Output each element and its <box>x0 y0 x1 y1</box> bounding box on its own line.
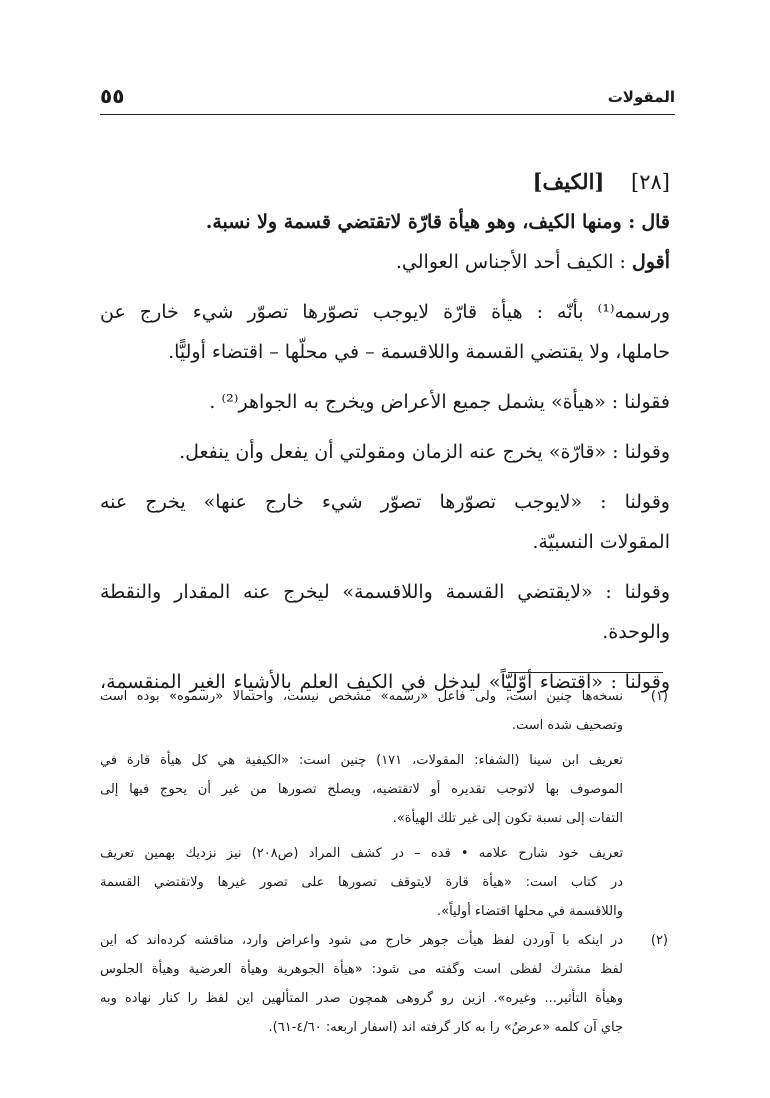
paragraph-text: : الكيف أحد الأجناس العوالي. <box>395 251 626 273</box>
text-line: وقولنا : «قارّة» يخرج عنه الزمان ومقولتي أن يفعل وأن ينفعل. <box>179 441 670 463</box>
footnote-line: وتصحيف شده است. <box>511 718 623 733</box>
text-line: وقولنا : «اقتضاء أوّليّاً» ليدخل في الكيف العلم بالأشياء الغير المنقسمة، <box>100 671 670 693</box>
footnote-line: تعريف خود شارح علامه • قده – در كشف المراد (ص٢٠٨) نيز نزديك بهمين تعريف <box>100 846 623 861</box>
page-number: ٥٥ <box>100 84 125 108</box>
paragraph-lead: أقول <box>632 251 670 273</box>
footnote-line <box>100 682 668 711</box>
footnote-marker: (٢) <box>650 933 668 948</box>
header-rule <box>100 114 675 115</box>
footnote-line <box>100 926 668 955</box>
footnote-line: الموصوف بها لاتوجب تقديره أو لاتقتضيه، ويصلح تصورها من غير أن يحوج فيها إلى <box>100 782 623 797</box>
text-line: المقولات النسبيّة. <box>532 531 670 553</box>
footnote-line: وهيأة التأثير... وغيره». ازين رو گروهى همچون صدر المتألهين اين لفظ را كنار نهاده وبه <box>100 991 623 1006</box>
footnote-text: نسخه‌ها چنين است، ولى فاعل «رسمه» مشخص نيست، واحتمالا «رسموه» بوده است <box>100 689 623 704</box>
paragraph-lead: قال <box>641 211 670 233</box>
footnote-line: جاي آن كلمه «عرضٌ» را به كار گرفته اند (اسفار اربعه: ٤/٦٠-٦١). <box>268 1020 623 1035</box>
footnote-line: التفات إلى نسبة تكون إلى غير تلك الهيأة». <box>392 811 623 826</box>
footnote-text: در اينكه با آوردن لفظ هيأت جوهر خارج مى شود واعراض وارد، مناقشه كرده‌اند كه اين <box>100 933 623 948</box>
paragraph-commentary <box>100 242 670 282</box>
section-heading <box>100 162 670 202</box>
footnote-line: لفظ مشترك لفظى است وگفته مى شود: «هيأة الجوهرية وهيأة العرضية وهيأة الجلوس <box>100 962 623 977</box>
footnotes <box>100 682 668 1042</box>
text-line: ورسمه⁽¹⁾ بأنّه : هيأة قارّة لايوجب تصوّرها تصوّر شيء خارج عن <box>100 301 670 323</box>
text-line: والوحدة. <box>602 621 670 643</box>
text-line: فقولنا : «هيأة» يشمل جميع الأعراض ويخرج به الجواهر⁽²⁾ . <box>209 391 670 413</box>
paragraph-statement <box>100 202 670 242</box>
text-line: وقولنا : «لايوجب تصوّرها تصوّر شيء خارج عنها» يخرج عنه <box>100 491 670 513</box>
footnote-marker: (١) <box>650 689 668 704</box>
page-header <box>100 80 675 112</box>
running-title: المقولات <box>607 88 675 106</box>
footnote-line: در كتاب است: «هيأة قارة لايتوقف تصورها على تصور غيرها ولاتقتضي القسمة <box>100 875 623 890</box>
footnote-rule <box>508 672 663 673</box>
footnote-line: تعريف ابن سينا (الشفاء: المقولات، ١٧١) چنين است: «الكيفية هي كل هيأة قارة في <box>100 753 624 768</box>
section-number: [٢٨] <box>631 170 670 194</box>
main-text <box>100 162 670 702</box>
paragraph-text: : ومنها الكيف، وهو هيأة قارّة لاتقتضي قسمة ولا نسبة. <box>205 211 636 233</box>
text-line: حاملها، ولا يقتضي القسمة واللاقسمة – في محلّها – اقتضاء أوليًّا. <box>168 341 670 363</box>
footnote-line: واللاقسمة في محلها اقتضاء أولياً». <box>436 904 623 919</box>
text-line: وقولنا : «لايقتضي القسمة واللاقسمة» ليخرج عنه المقدار والنقطة <box>100 581 670 603</box>
section-title: [الكيف] <box>532 169 605 194</box>
